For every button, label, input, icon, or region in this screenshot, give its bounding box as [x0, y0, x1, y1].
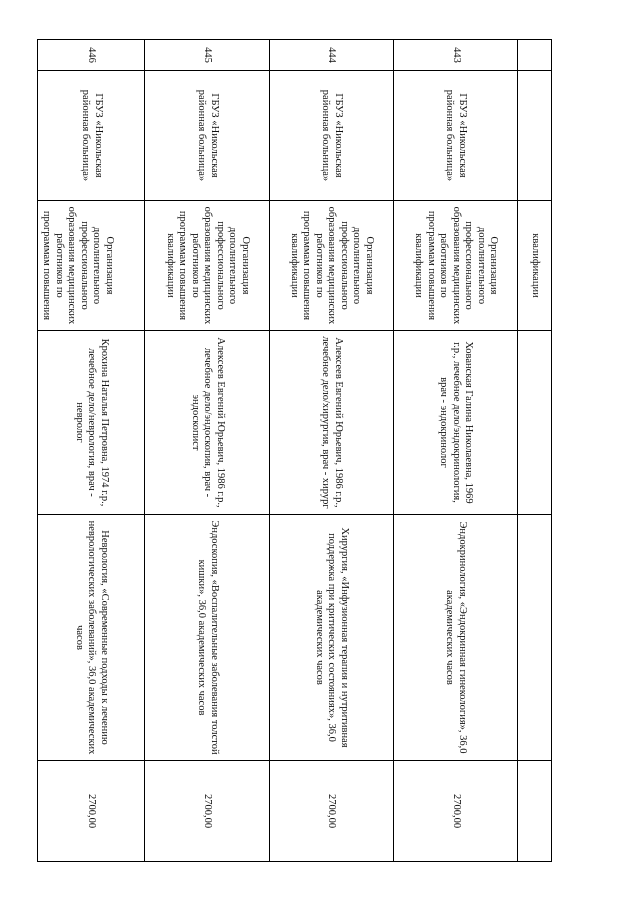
continuation-num-cell — [518, 40, 552, 71]
institution-cell: ГБУЗ «Никольская районная больница» — [269, 71, 393, 201]
rotated-table-wrapper — [37, 39, 552, 861]
amount-cell: 2700,00 — [269, 761, 393, 862]
person-cell: Алексеев Евгений Юрьевич, 1986 г.р., лечебное дело/хирургия, врач - хирург — [269, 331, 393, 515]
course-cell: Неврология, «Современные подходы к лечению неврологических заболеваний», 36,0 академических часов — [38, 515, 145, 761]
course-cell: Хирургия, «Инфузионная терапия и нутритивная поддержка при критических состояниях», 36,0 академических часов — [269, 515, 393, 761]
person-cell: Алексеев Евгений Юрьевич, 1986 г.р., лечебное дело/эндоскопия, врач - эндоскопист — [145, 331, 269, 515]
continuation-institution-cell — [518, 71, 552, 201]
org-type-cell: Организация дополнительного профессионального образования медицинских работников по программам повышения квалификации — [145, 201, 269, 331]
org-type-cell: Организация дополнительного профессионального образования медицинских работников по программам повышения квалификации — [393, 201, 517, 331]
continuation-row — [518, 40, 552, 862]
row-number: 444 — [269, 40, 393, 71]
table-row — [145, 40, 269, 862]
continuation-org-type-cell: квалификации — [518, 201, 552, 331]
data-table — [37, 39, 552, 862]
table-row — [38, 40, 145, 862]
org-type-text: Организация дополнительного профессионального образования медицинских работников по программам повышения — [41, 206, 115, 325]
institution-cell: ГБУЗ «Никольская районная больница» — [38, 71, 145, 201]
course-cell: Эндоскопия, «Воспалительные заболевания толстой кишки», 36,0 академических часов — [145, 515, 269, 761]
continuation-amount-cell — [518, 761, 552, 862]
row-number: 446 — [38, 40, 145, 71]
amount-cell: 2700,00 — [38, 761, 145, 862]
org-type-cell: Организация дополнительного профессионального образования медицинских работников по программам повышения квалификации — [269, 201, 393, 331]
org-type-cell — [38, 201, 145, 331]
row-number: 443 — [393, 40, 517, 71]
person-cell: Крохина Наталья Петровна, 1974 г.р., лечебное дело/неврология, врач - невролог — [38, 331, 145, 515]
course-cell: Эндокринология, «Эндокринная гинекология», 36,0 академических часов — [393, 515, 517, 761]
continuation-person-cell — [518, 331, 552, 515]
continuation-course-cell — [518, 515, 552, 761]
amount-cell: 2700,00 — [393, 761, 517, 862]
row-number: 445 — [145, 40, 269, 71]
institution-cell: ГБУЗ «Никольская районная больница» — [393, 71, 517, 201]
amount-cell: 2700,00 — [145, 761, 269, 862]
table-row — [393, 40, 517, 862]
person-cell: Хованская Галина Николаевна, 1969 г.р., лечебное дело/эндокринология, врач - эндокринолог — [393, 331, 517, 515]
table-row — [269, 40, 393, 862]
institution-cell: ГБУЗ «Никольская районная больница» — [145, 71, 269, 201]
